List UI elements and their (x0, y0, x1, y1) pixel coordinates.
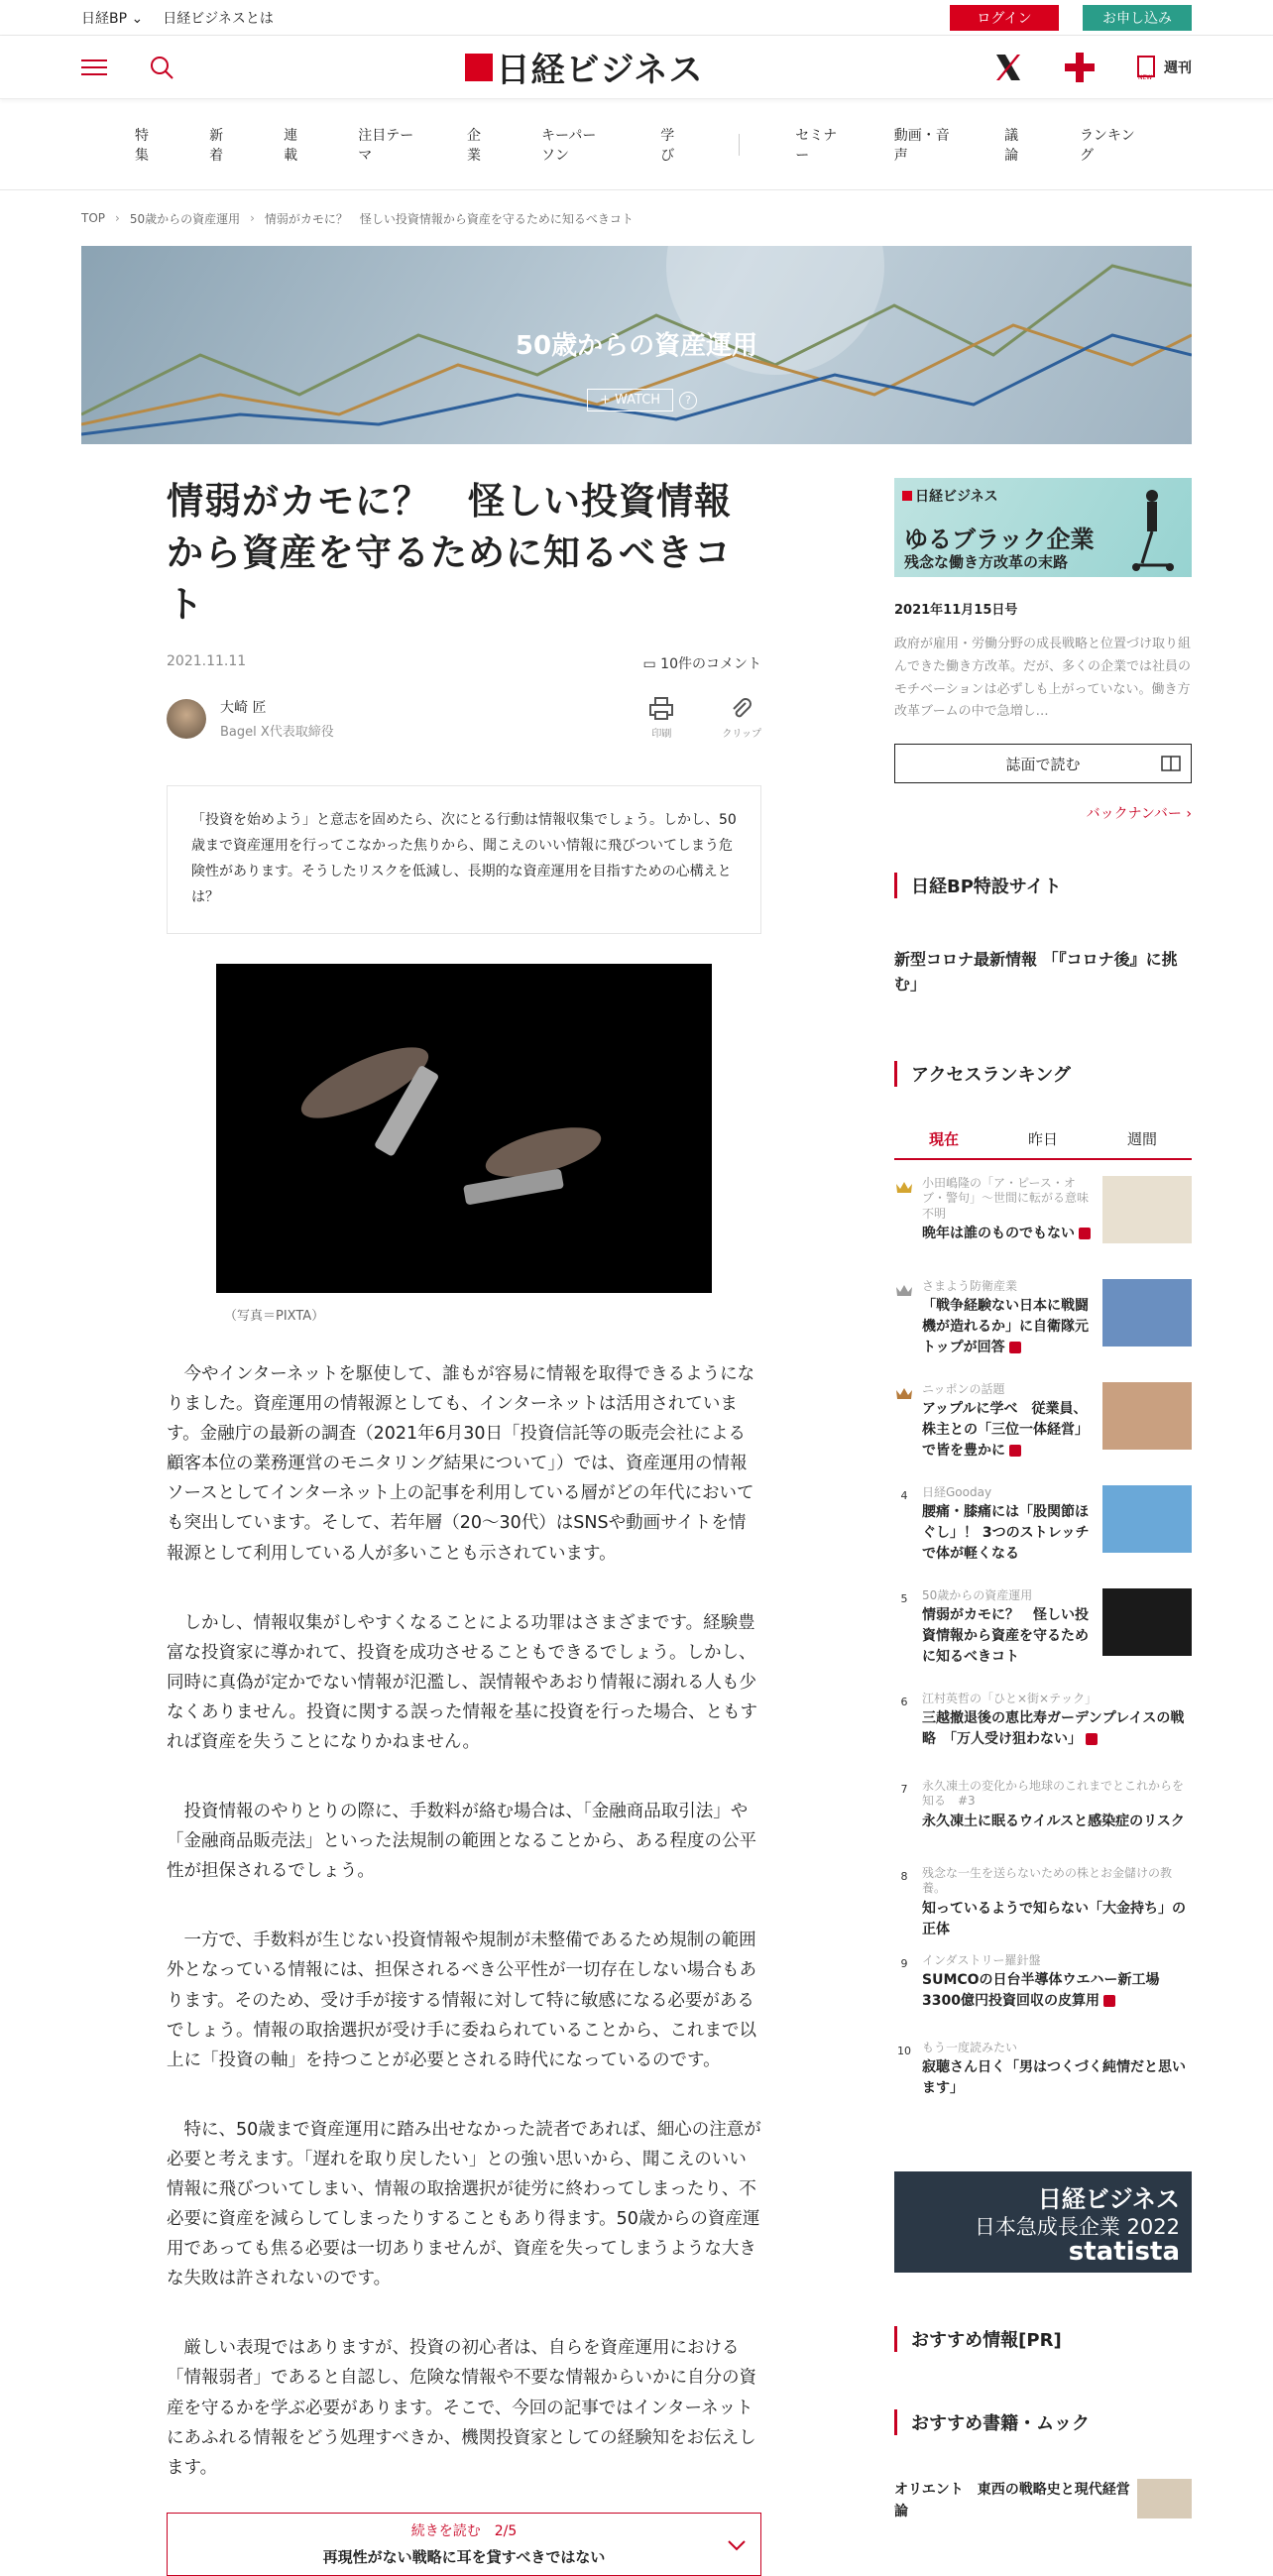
magazine-icon (1136, 55, 1158, 80)
recommend-heading: おすすめ情報[PR] (894, 2326, 1192, 2352)
mag-subtitle: 残念な働き方改革の末路 (904, 553, 1069, 571)
watch-button[interactable]: + WATCH (587, 389, 673, 411)
article-paragraph: 投資情報のやりとりの際に、手数料が絡む場合は、「金融商品取引法」や「金融商品販売法」といった法規制の範囲となることから、ある程度の公平性が担保されるでしょう。 (167, 1802, 756, 1882)
article-summary: 「投資を始めよう」と意志を固めたら、次にとる行動は情報収集でしょう。しかし、50歳まで資産運用を行ってこなかった焦りから、聞こえのいい情報に飛びついてしまう危険性があります。そうしたリスクを低減し、長期的な資産運用を目指すための心構えとは？ (167, 785, 761, 934)
nav-item[interactable]: 特集 (135, 127, 149, 164)
subscribe-button[interactable]: お申し込み (1083, 5, 1192, 31)
books-heading: おすすめ書籍・ムック (894, 2409, 1192, 2435)
ranking-item[interactable] (894, 1382, 1192, 1469)
lock-icon (1079, 1228, 1091, 1239)
special-site-link[interactable]: 新型コロナ最新情報 「『コロナ後』に挑む」 (894, 950, 1178, 994)
article-photo (216, 964, 712, 1293)
fast-statista: statista (1068, 2236, 1180, 2267)
nav-item[interactable]: 注目テーマ (358, 127, 414, 164)
scooter-figure (1122, 484, 1182, 573)
article-title: 情弱がカモに？ 怪しい投資情報から資産を守るために知るべきコト (167, 480, 732, 626)
clip-button[interactable] (722, 697, 761, 740)
ranking-thumbnail[interactable] (1102, 1485, 1192, 1553)
ranking-item[interactable] (894, 1953, 1192, 2025)
ranking-title-text: アップルに学べ 従業員、株主との「三位一体経営」で皆を豊かに (922, 1401, 1089, 1460)
comments-link[interactable]: ▭ 10件のコメント (642, 656, 761, 673)
ranking-text (922, 1588, 1095, 1676)
crown-icon (894, 1279, 914, 1366)
ranking-category: 日経Gooday (922, 1484, 992, 1499)
ranking-text (922, 1382, 1095, 1469)
x-social-icon[interactable] (993, 53, 1023, 82)
print-button[interactable] (648, 697, 674, 740)
special-sites-heading: 日経BP特設サイト (894, 873, 1192, 898)
breadcrumb (0, 190, 1273, 246)
lock-icon (1009, 1342, 1021, 1353)
help-icon[interactable]: ? (679, 392, 697, 410)
lock-icon (1009, 1445, 1021, 1457)
ranking-title[interactable] (922, 1708, 1192, 1750)
rank-number: 9 (900, 1956, 908, 1970)
ranking-category: もう一度読みたい (922, 2040, 1018, 2054)
ranking-title[interactable] (922, 1296, 1095, 1358)
fast-title: 日本急成長企業 2022 (974, 2214, 1180, 2239)
magazine-cover[interactable] (894, 478, 1192, 577)
ranking-item[interactable] (894, 1176, 1192, 1263)
readmore-title: 再現性がない戦略に耳を貸すべきではない (322, 2548, 606, 2567)
tab-now[interactable]: 現在 (928, 1129, 959, 1148)
ranking-title[interactable] (922, 1899, 1192, 1940)
ranking-category: さまよう防衛産業 (922, 1278, 1018, 1293)
rank-number: 8 (900, 1869, 908, 1883)
ranking-title[interactable] (922, 1224, 1095, 1244)
crown-icon (894, 1382, 914, 1469)
ranking-item[interactable] (894, 2041, 1192, 2112)
ranking-title-text: 永久凍土に眠るウイルスと感染症のリスク (922, 1813, 1185, 1829)
author-avatar[interactable] (167, 699, 206, 739)
access-ranking-heading: アクセスランキング (894, 1061, 1192, 1087)
article-paragraph: 特に、50歳まで資産運用に踏み出せなかった読者であれば、細心の注意が必要と考えます。「遅れを取り戻したい」との強い思いから、聞こえのいい情報に飛びついてしまい、情報の取捨選択が徒労に終わってしまったり、不必要に資産を減らしてしまったりすることもあり得ます。50歳からの資産運用であっても焦る必要は一切ありませんが、資産を失ってしまうような大きな失敗は許されないのです。 (167, 2119, 761, 2289)
chevron-down-icon (727, 2539, 747, 2551)
comment-icon: ▭ (642, 656, 656, 673)
nav-item[interactable]: ランキング (1079, 127, 1135, 164)
breadcrumb-series[interactable]: 50歳からの資産運用 (129, 211, 241, 226)
readmore-button[interactable] (167, 2513, 761, 2576)
article-main (167, 476, 761, 2576)
ranking-title[interactable] (922, 2057, 1192, 2099)
breadcrumb-top[interactable]: TOP (81, 211, 106, 225)
ranking-title-text: 寂聴さん日く「男はつくづく純情だと思います」 (922, 2059, 1186, 2097)
mag-brand: 日経ビジネス (902, 486, 1184, 506)
article-paragraph: 一方で、手数料が生じない投資情報や規制が未整備であるため規制の範囲外となっている情報には、担保されるべき公平性が一切存在しない場合もあります。そのため、受け手が接する情報に対して特に敏感になる必要があるでしょう。情報の取捨選択が受け手に委ねられていることから、これまで以上に「投資の軸」を持つことが必要とされる時代になっているのです。 (167, 1931, 756, 2070)
banner-title: 50歳からの資産運用 (515, 331, 758, 361)
issue-summary: 政府が雇用・労働分野の成長戦略と位置づけ取り組んできた働き方改革。だが、多くの企業では社員のモチベーションは必ずしも上がっていない。働き方改革ブームの中で急増し… (894, 637, 1192, 720)
crown-icon (894, 1176, 914, 1263)
top-utility-bar (0, 0, 1273, 36)
author-role: Bagel X代表取締役 (220, 725, 334, 741)
ranking-title[interactable] (922, 1812, 1192, 1832)
ranking-item[interactable] (894, 1866, 1192, 1937)
ranking-thumbnail[interactable] (1102, 1176, 1192, 1243)
breadcrumb-current: 情弱がカモに？ 怪しい投資情報から資産を守るために知るべきコト (264, 211, 634, 226)
book-title[interactable]: オリエント 東西の戦略史と現代経営論 (894, 2481, 1130, 2519)
backnumber-link[interactable]: バックナンバー › (1086, 806, 1192, 822)
svg-text:NEW: NEW (1137, 73, 1153, 80)
ranking-item[interactable] (894, 1692, 1192, 1763)
lock-icon (1086, 1733, 1098, 1745)
ranking-text (922, 1176, 1095, 1263)
nav-item[interactable]: 学び (660, 127, 675, 164)
ranking-category: 残念な一生を送らないための株とお金儲けの教養。 (922, 1865, 1173, 1896)
ranking-title-text: 「戦争経験ない日本に戦闘機が造れるか」に自衛隊元トップが回答 (922, 1298, 1089, 1356)
read-issue-label: 誌面で読む (1005, 755, 1081, 773)
book-cover[interactable] (1137, 2479, 1192, 2518)
ranking-category: インダストリー羅針盤 (922, 1952, 1041, 1967)
rank-number: 6 (900, 1695, 908, 1708)
fast-brand: 日経ビジネス (1037, 2183, 1180, 2213)
nav-item[interactable]: 動画・音声 (893, 127, 950, 164)
ranking-thumbnail[interactable] (1102, 1382, 1192, 1450)
about-link[interactable]: 日経ビジネスとは (163, 10, 274, 27)
ranking-title[interactable] (922, 1399, 1095, 1462)
ranking-category: 50歳からの資産運用 (922, 1587, 1033, 1602)
nikkeibp-menu[interactable]: 日経BP ⌄ (81, 10, 144, 27)
ranking-category: 江村英哲の「ひと×街×テック」 (922, 1691, 1098, 1705)
hands-phones-illustration (216, 964, 712, 1293)
author-name[interactable]: 大崎 匠 (220, 700, 267, 717)
ranking-title-text: 情弱がカモに？ 怪しい投資情報から資産を守るために知るべきコト (922, 1607, 1089, 1666)
plus-icon[interactable] (1063, 51, 1097, 84)
ranking-item[interactable] (894, 1588, 1192, 1676)
article-paragraph: しかし、情報収集がしやすくなることによる功罪はさまざまです。経験豊富な投資家に導かれて、投資を成功させることもできるでしょう。しかし、同時に真偽が定かでない情報が氾濫し、誤情報やあおり情報に溺れる人も少なくありません。投資に関する誤った情報を基に投資を行った場合、ともすれば資産を失うことになりかねません。 (167, 1612, 758, 1752)
clip-label: クリップ (722, 729, 761, 741)
readmore-label: 続きを読む 2/5 (410, 2523, 518, 2540)
mag-title: ゆるブラック企業 (904, 526, 1095, 553)
ranking-category: 永久凍土の変化から地球のこれまでとこれからを知る #3 (922, 1778, 1185, 1809)
photo-caption: （写真＝PIXTA） (224, 1308, 325, 1324)
ranking-title[interactable] (922, 1502, 1095, 1565)
ranking-item[interactable] (894, 1279, 1192, 1366)
rank-number: 10 (897, 2044, 911, 2057)
ranking-text (922, 1779, 1192, 1850)
article-paragraph: 今やインターネットを駆使して、誰もが容易に情報を取得できるようになりました。資産運用の情報源としても、インターネットは活用されています。金融庁の最新の調査（2021年6月30日「投資信託等の販売会社による顧客本位の業務運営のモニタリング結果について」）では、資産運用の情報ソースとしてインターネット上の記事を利用している層がどの年代においても突出しています。そして、若年層（20～30代）はSNSや動画サイトを情報源として利用している人が多いことも示されています。 (167, 1363, 755, 1564)
ranking-text (922, 2041, 1192, 2112)
ranking-title-text: 晩年は誰のものでもない (922, 1226, 1075, 1242)
weekly-issue-link[interactable] (1136, 55, 1192, 80)
nav-divider (739, 134, 740, 156)
lock-icon (1103, 1995, 1115, 2007)
book-icon (1161, 756, 1181, 771)
login-button[interactable]: ログイン (950, 5, 1059, 31)
menu-icon[interactable] (81, 58, 107, 77)
ranking-text (922, 1866, 1192, 1937)
rank-number: 4 (900, 1488, 908, 1502)
tab-yesterday[interactable]: 昨日 (1027, 1129, 1058, 1148)
site-header (0, 36, 1273, 99)
ranking-item[interactable] (894, 1485, 1192, 1573)
series-banner[interactable] (81, 246, 1192, 444)
main-nav (0, 99, 1273, 190)
ranking-item[interactable] (894, 1779, 1192, 1850)
article-date: 2021.11.11 (167, 653, 247, 670)
weekly-label: 週刊 (1163, 59, 1192, 76)
ranking-title[interactable] (922, 1970, 1192, 2012)
chevron-right-icon: › (1186, 806, 1192, 822)
chevron-right-icon: › (250, 211, 255, 225)
ranking-title[interactable] (922, 1605, 1095, 1668)
sidebar (894, 478, 1192, 2522)
nav-item[interactable]: 企業 (466, 127, 481, 164)
ranking-text (922, 1279, 1095, 1366)
nav-item[interactable]: 連載 (284, 127, 298, 164)
read-issue-button[interactable] (894, 744, 1192, 783)
chevron-right-icon: › (115, 211, 120, 225)
article-paragraph: 厳しい表現ではありますが、投資の初心者は、自らを資産運用における「情報弱者」であると自認し、危険な情報や不要な情報からいかに自分の資産を守るかを学ぶ必要があります。そこで、今回の記事ではインターネットにあふれる情報をどう処理すべきか、機関投資家としての経験知をお伝えします。 (167, 2338, 756, 2478)
ranking-thumbnail[interactable] (1102, 1588, 1192, 1656)
paperclip-icon (730, 697, 753, 721)
ranking-title-text: 三越撤退後の恵比寿ガーデンプレイスの戦略 「万人受け狙わない」 (922, 1710, 1185, 1748)
ranking-title-text: SUMCOの日台半導体ウエハー新工場 3300億円投資回収の皮算用 (922, 1972, 1174, 2010)
nav-item[interactable]: 新着 (209, 127, 224, 164)
print-label: 印刷 (651, 729, 672, 741)
ranking-category: 小田嶋隆の「ア・ピース・オブ・警句」～世間に転がる意味不明 (922, 1175, 1090, 1221)
ranking-text (922, 1485, 1095, 1573)
ranking-title-text: 知っているようで知らない「大金持ち」の正体 (922, 1900, 1186, 1937)
issue-date: 2021年11月15日号 (894, 603, 1018, 618)
ranking-text (922, 1953, 1192, 2025)
search-icon[interactable] (149, 55, 174, 80)
ranking-category: ニッポンの話題 (922, 1381, 1005, 1396)
rank-number: 7 (900, 1782, 908, 1796)
site-logo[interactable]: 日経ビジネス (465, 43, 704, 91)
printer-icon (648, 697, 674, 721)
ranking-text (922, 1692, 1192, 1763)
ranking-title-text: 腰痛・膝痛には「股関節ほぐし」！ 3つのストレッチで体が軽くなる (922, 1504, 1090, 1563)
nav-item[interactable]: 議論 (1004, 127, 1019, 164)
nav-item[interactable]: セミナー (795, 127, 838, 164)
ranking-tabs (894, 1120, 1192, 1160)
nav-item[interactable]: キーパーソン (541, 127, 597, 164)
ranking-thumbnail[interactable] (1102, 1279, 1192, 1347)
rank-number: 5 (900, 1591, 908, 1605)
tab-weekly[interactable]: 週間 (1126, 1129, 1157, 1148)
fast-growth-banner[interactable] (894, 2171, 1192, 2273)
